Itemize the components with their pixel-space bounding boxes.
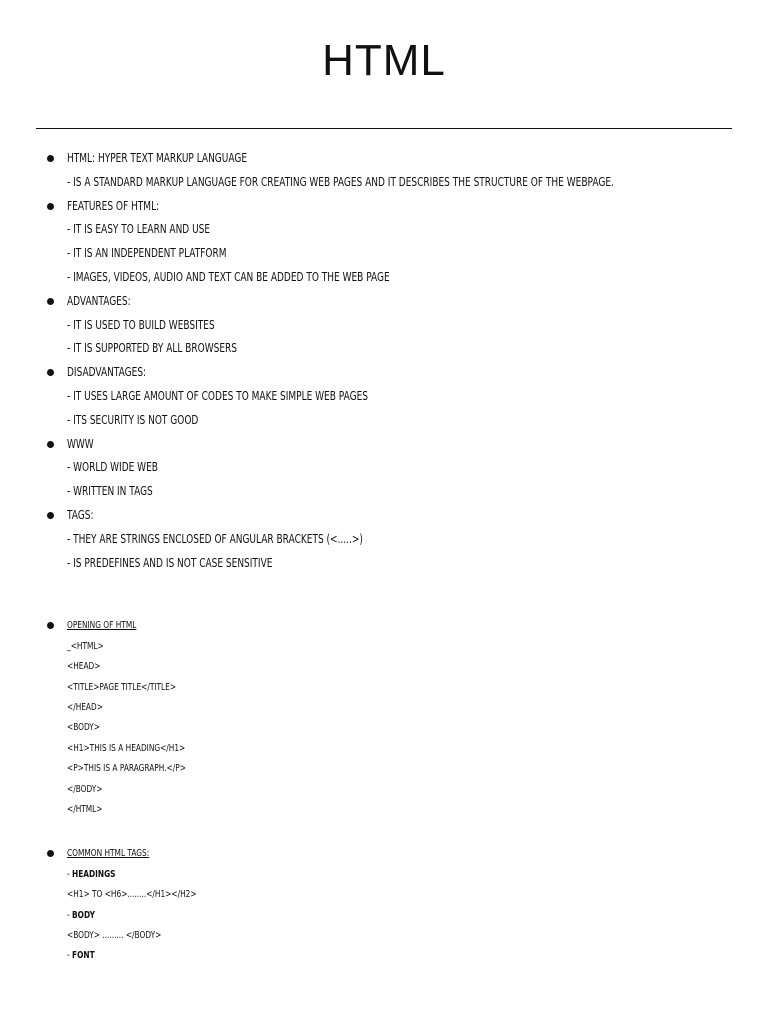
bullet-icon (47, 203, 54, 210)
section-line: - IMAGES, VIDEOS, AUDIO AND TEXT CAN BE ADDED TO THE WEB PAGE (67, 268, 390, 284)
code-line: <BODY> (67, 722, 100, 734)
section-line: - WRITTEN IN TAGS (67, 483, 153, 499)
section-line: - IS A STANDARD MARKUP LANGUAGE FOR CREATING WEB PAGES AND IT DESCRIBES THE STRUCTURE OF THE WEBPAGE. (67, 173, 614, 189)
bullet-icon (47, 155, 54, 162)
code-line: <P>THIS IS A PARAGRAPH.</P> (67, 763, 186, 775)
headings-label: HEADINGS (72, 868, 116, 880)
section-heading: HTML: HYPER TEXT MARKUP LANGUAGE (67, 150, 248, 165)
section-heading: TAGS: (67, 506, 94, 522)
code-line: <TITLE>PAGE TITLE</TITLE> (67, 681, 177, 693)
section-line: - WORLD WIDE WEB (67, 459, 158, 475)
section-line: - IT USES LARGE AMOUNT OF CODES TO MAKE SIMPLE WEB PAGES (67, 387, 368, 403)
section-features (0, 194, 768, 289)
section-line: - IS PREDEFINES AND IS NOT CASE SENSITIVE (67, 554, 273, 570)
bullet-icon (47, 850, 54, 857)
bullet-icon (47, 512, 54, 519)
section-html-definition (0, 146, 768, 194)
code-line: _<HTML> (67, 640, 104, 652)
font-label: FONT (72, 950, 95, 962)
opening-section (0, 616, 768, 820)
body-row: - BODY (67, 909, 95, 921)
code-line: </HTML> (67, 804, 103, 815)
code-line: <BODY> ......... </BODY> (67, 930, 162, 942)
document-body (0, 146, 768, 967)
section-line: - IT IS SUPPORTED BY ALL BROWSERS (67, 340, 238, 356)
opening-heading: OPENING OF HTML (67, 620, 137, 632)
font-row: - FONT (67, 950, 95, 962)
code-line: </BODY> (67, 783, 103, 795)
section-line: - IT IS EASY TO LEARN AND USE (67, 221, 211, 237)
bullet-icon (47, 298, 54, 305)
section-tags (0, 503, 768, 574)
section-disadvantages (0, 360, 768, 431)
bullet-icon (47, 369, 54, 376)
bullet-icon (47, 622, 54, 629)
code-line: </HEAD> (67, 701, 103, 713)
section-line: - ITS SECURITY IS NOT GOOD (67, 411, 199, 427)
body-label: BODY (72, 909, 95, 921)
section-heading: WWW (67, 435, 94, 451)
section-heading: ADVANTAGES: (67, 292, 131, 308)
section-heading: FEATURES OF HTML: (67, 197, 160, 213)
common-tags-section (0, 844, 768, 966)
headings-row: - HEADINGS (67, 868, 116, 880)
main-list (0, 146, 768, 574)
code-line: <H1> TO <H6>........</H1></H2> (67, 889, 197, 901)
section-advantages (0, 289, 768, 360)
section-line: - THEY ARE STRINGS ENCLOSED OF ANGULAR BRACKETS (<.....>) (67, 530, 363, 546)
section-line: - IT IS AN INDEPENDENT PLATFORM (67, 245, 227, 261)
title-divider (36, 128, 732, 129)
common-tags-heading: COMMON HTML TAGS: (67, 848, 150, 860)
code-line: <HEAD> (67, 661, 101, 673)
section-www (0, 432, 768, 503)
section-line: - IT IS USED TO BUILD WEBSITES (67, 316, 215, 332)
common-tags-item (0, 844, 768, 966)
opening-item (0, 616, 768, 820)
section-heading: DISADVANTAGES: (67, 364, 147, 380)
page-title: HTML (322, 36, 446, 85)
bullet-icon (47, 441, 54, 448)
code-line: <H1>THIS IS A HEADING</H1> (67, 742, 186, 754)
